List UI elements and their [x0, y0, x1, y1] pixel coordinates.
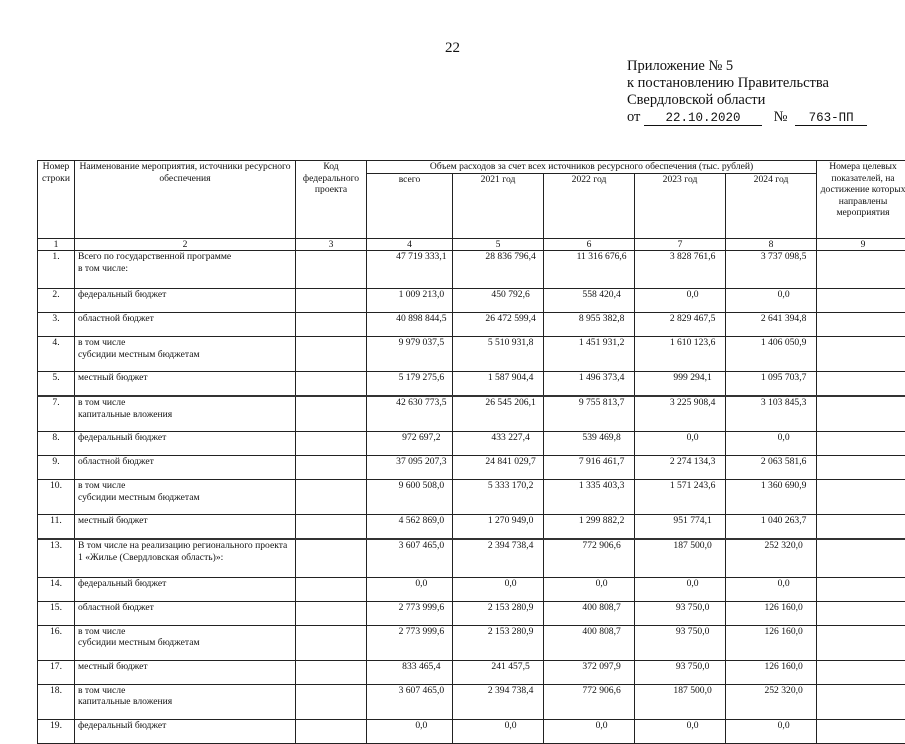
row-2022-cell [544, 719, 635, 743]
row-2024-cell [726, 337, 817, 372]
row-number-cell: 7. [38, 396, 75, 432]
row-total-cell [367, 456, 453, 480]
header-year-2024: 2024 год [726, 173, 817, 238]
row-2023-cell [635, 289, 726, 313]
row-2022-cell [544, 432, 635, 456]
column-number: 1 [38, 238, 75, 251]
row-2022-cell [544, 660, 635, 684]
row-2023-cell [635, 577, 726, 601]
row-number-cell: 9. [38, 456, 75, 480]
table-row [38, 719, 905, 743]
value-text: 1 299 882,2 [572, 515, 631, 527]
header-year-2023: 2023 год [635, 173, 726, 238]
row-2024-cell [726, 313, 817, 337]
value-text: 241 457,5 [481, 661, 540, 673]
row-number-cell: 18. [38, 684, 75, 719]
row-2023-cell [635, 396, 726, 432]
row-code-cell [296, 372, 367, 397]
row-number-cell: 19. [38, 719, 75, 743]
row-number-cell: 14. [38, 577, 75, 601]
table-row [38, 456, 905, 480]
value-text: 772 906,6 [572, 685, 631, 697]
row-total-cell [367, 313, 453, 337]
header-project-code: Код федерального проекта [296, 161, 367, 239]
row-2023-cell [635, 601, 726, 625]
row-2024-cell [726, 660, 817, 684]
row-total-cell [367, 601, 453, 625]
value-text: 2 641 394,8 [754, 313, 813, 325]
column-number: 3 [296, 238, 367, 251]
row-number-cell: 11. [38, 515, 75, 540]
value-text: 126 160,0 [754, 602, 813, 614]
row-total-cell [367, 480, 453, 515]
table-row [38, 289, 905, 313]
value-text: 833 465,4 [394, 661, 449, 673]
appendix-resolution-line: к постановлению Правительства [627, 75, 897, 92]
table-row [38, 539, 905, 577]
value-text: 93 750,0 [663, 661, 722, 673]
value-text: 3 103 845,3 [754, 397, 813, 409]
resolution-number: 763-ПП [795, 111, 867, 126]
row-2022-cell [544, 577, 635, 601]
row-targets-cell [817, 684, 905, 719]
value-text: 126 160,0 [754, 626, 813, 638]
row-code-cell [296, 337, 367, 372]
table-row [38, 660, 905, 684]
value-text: 9 979 037,5 [394, 337, 449, 349]
row-targets-cell [817, 372, 905, 397]
table-header [38, 161, 905, 251]
row-2023-cell [635, 684, 726, 719]
row-2022-cell [544, 684, 635, 719]
row-code-cell [296, 625, 367, 660]
row-name-cell: местный бюджет [75, 515, 296, 540]
value-text: 1 095 703,7 [754, 372, 813, 384]
value-text: 4 562 869,0 [394, 515, 449, 527]
budget-table [37, 160, 905, 744]
row-name-cell: в том числе капитальные вложения [75, 684, 296, 719]
value-text: 772 906,6 [572, 540, 631, 552]
row-total-cell [367, 660, 453, 684]
row-name-cell: областной бюджет [75, 456, 296, 480]
value-text: 0,0 [663, 432, 722, 444]
row-total-cell [367, 396, 453, 432]
value-text: 0,0 [572, 578, 631, 590]
table-row [38, 601, 905, 625]
row-2024-cell [726, 601, 817, 625]
value-text: 47 719 333,1 [394, 251, 449, 263]
row-2023-cell [635, 539, 726, 577]
row-2024-cell [726, 396, 817, 432]
row-2023-cell [635, 719, 726, 743]
value-text: 26 472 599,4 [481, 313, 540, 325]
value-text: 5 333 170,2 [481, 480, 540, 492]
row-code-cell [296, 515, 367, 540]
row-2021-cell [453, 625, 544, 660]
row-name-cell: федеральный бюджет [75, 432, 296, 456]
column-number: 9 [817, 238, 905, 251]
row-number-cell: 17. [38, 660, 75, 684]
row-2022-cell [544, 625, 635, 660]
row-total-cell [367, 432, 453, 456]
header-name: Наименование мероприятия, источники ресурсного обеспечения [75, 161, 296, 239]
value-text: 93 750,0 [663, 626, 722, 638]
row-targets-cell [817, 539, 905, 577]
value-text: 28 836 796,4 [481, 251, 540, 263]
value-text: 0,0 [481, 720, 540, 732]
row-2023-cell [635, 313, 726, 337]
row-code-cell [296, 719, 367, 743]
row-code-cell [296, 684, 367, 719]
table-row [38, 372, 905, 397]
row-2022-cell [544, 372, 635, 397]
row-2021-cell [453, 251, 544, 289]
row-2022-cell [544, 456, 635, 480]
row-name-cell: местный бюджет [75, 660, 296, 684]
value-text: 558 420,4 [572, 289, 631, 301]
from-label: от [627, 109, 640, 125]
table-row [38, 251, 905, 289]
value-text: 450 792,6 [481, 289, 540, 301]
row-code-cell [296, 313, 367, 337]
value-text: 9 600 508,0 [394, 480, 449, 492]
row-2021-cell [453, 719, 544, 743]
row-total-cell [367, 251, 453, 289]
row-2021-cell [453, 660, 544, 684]
value-text: 1 610 123,6 [663, 337, 722, 349]
value-text: 1 451 931,2 [572, 337, 631, 349]
value-text: 0,0 [754, 432, 813, 444]
row-2023-cell [635, 480, 726, 515]
value-text: 0,0 [754, 720, 813, 732]
row-2024-cell [726, 289, 817, 313]
row-2024-cell [726, 577, 817, 601]
resolution-date: 22.10.2020 [644, 111, 762, 126]
value-text: 0,0 [754, 289, 813, 301]
header-target-indicators: Номера целевых показателей, на достижение которых направлены мероприятия [817, 161, 905, 239]
value-text: 126 160,0 [754, 661, 813, 673]
value-text: 24 841 029,7 [481, 456, 540, 468]
value-text: 37 095 207,3 [394, 456, 449, 468]
row-2022-cell [544, 480, 635, 515]
value-text: 3 607 465,0 [394, 685, 449, 697]
row-2024-cell [726, 251, 817, 289]
column-numbers-row [38, 238, 905, 251]
value-text: 0,0 [663, 720, 722, 732]
value-text: 5 510 931,8 [481, 337, 540, 349]
row-2022-cell [544, 289, 635, 313]
row-total-cell [367, 289, 453, 313]
value-text: 1 009 213,0 [394, 289, 449, 301]
value-text: 1 496 373,4 [572, 372, 631, 384]
appendix-header [627, 58, 897, 126]
row-total-cell [367, 539, 453, 577]
row-targets-cell [817, 660, 905, 684]
page-number: 22 [0, 40, 905, 57]
row-number-cell: 16. [38, 625, 75, 660]
row-2023-cell [635, 660, 726, 684]
row-targets-cell [817, 480, 905, 515]
value-text: 951 774,1 [663, 515, 722, 527]
row-number-cell: 10. [38, 480, 75, 515]
table-row [38, 432, 905, 456]
row-number-cell: 13. [38, 539, 75, 577]
row-total-cell [367, 577, 453, 601]
row-2022-cell [544, 337, 635, 372]
row-name-cell: областной бюджет [75, 601, 296, 625]
row-2022-cell [544, 539, 635, 577]
value-text: 40 898 844,5 [394, 313, 449, 325]
row-2024-cell [726, 515, 817, 540]
column-number: 8 [726, 238, 817, 251]
table-row [38, 684, 905, 719]
row-2024-cell [726, 539, 817, 577]
value-text: 26 545 206,1 [481, 397, 540, 409]
row-code-cell [296, 396, 367, 432]
value-text: 2 773 999,6 [394, 602, 449, 614]
table-row [38, 396, 905, 432]
value-text: 2 153 280,9 [481, 626, 540, 638]
header-year-2021: 2021 год [453, 173, 544, 238]
value-text: 7 916 461,7 [572, 456, 631, 468]
row-2021-cell [453, 456, 544, 480]
row-2023-cell [635, 337, 726, 372]
row-name-cell: в том числе субсидии местным бюджетам [75, 480, 296, 515]
row-number-cell: 8. [38, 432, 75, 456]
row-targets-cell [817, 289, 905, 313]
row-code-cell [296, 539, 367, 577]
row-2023-cell [635, 432, 726, 456]
row-2021-cell [453, 396, 544, 432]
value-text: 0,0 [394, 720, 449, 732]
row-targets-cell [817, 432, 905, 456]
row-targets-cell [817, 396, 905, 432]
row-2021-cell [453, 480, 544, 515]
value-text: 972 697,2 [394, 432, 449, 444]
value-text: 5 179 275,6 [394, 372, 449, 384]
row-code-cell [296, 601, 367, 625]
value-text: 1 335 403,3 [572, 480, 631, 492]
row-targets-cell [817, 251, 905, 289]
value-text: 11 316 676,6 [572, 251, 631, 263]
table-row [38, 515, 905, 540]
row-name-cell: В том числе на реализацию регионального проекта 1 «Жилье (Свердловская область)»: [75, 539, 296, 577]
row-code-cell [296, 432, 367, 456]
value-text: 2 829 467,5 [663, 313, 722, 325]
column-number: 7 [635, 238, 726, 251]
value-text: 372 097,9 [572, 661, 631, 673]
header-row-number: Номер строки [38, 161, 75, 239]
table-row [38, 625, 905, 660]
value-text: 42 630 773,5 [394, 397, 449, 409]
value-text: 3 737 098,5 [754, 251, 813, 263]
row-2021-cell [453, 515, 544, 540]
row-targets-cell [817, 515, 905, 540]
value-text: 999 294,1 [663, 372, 722, 384]
row-code-cell [296, 660, 367, 684]
row-2023-cell [635, 625, 726, 660]
value-text: 187 500,0 [663, 540, 722, 552]
row-number-cell: 2. [38, 289, 75, 313]
row-2024-cell [726, 719, 817, 743]
row-name-cell: в том числе субсидии местным бюджетам [75, 625, 296, 660]
row-code-cell [296, 577, 367, 601]
row-2021-cell [453, 337, 544, 372]
value-text: 400 808,7 [572, 602, 631, 614]
row-name-cell: федеральный бюджет [75, 289, 296, 313]
row-2024-cell [726, 480, 817, 515]
value-text: 400 808,7 [572, 626, 631, 638]
row-name-cell: федеральный бюджет [75, 577, 296, 601]
row-targets-cell [817, 337, 905, 372]
value-text: 1 406 050,9 [754, 337, 813, 349]
column-number: 2 [75, 238, 296, 251]
value-text: 2 773 999,6 [394, 626, 449, 638]
appendix-title: Приложение № 5 [627, 58, 897, 75]
value-text: 3 607 465,0 [394, 540, 449, 552]
row-total-cell [367, 515, 453, 540]
table-row [38, 313, 905, 337]
appendix-region-line: Свердловской области [627, 92, 897, 109]
row-2021-cell [453, 684, 544, 719]
row-targets-cell [817, 456, 905, 480]
row-targets-cell [817, 625, 905, 660]
row-name-cell: федеральный бюджет [75, 719, 296, 743]
value-text: 2 063 581,6 [754, 456, 813, 468]
value-text: 252 320,0 [754, 685, 813, 697]
row-2024-cell [726, 684, 817, 719]
row-targets-cell [817, 577, 905, 601]
row-total-cell [367, 625, 453, 660]
value-text: 93 750,0 [663, 602, 722, 614]
value-text: 0,0 [663, 578, 722, 590]
value-text: 1 360 690,9 [754, 480, 813, 492]
row-2022-cell [544, 601, 635, 625]
row-name-cell: в том числе субсидии местным бюджетам [75, 337, 296, 372]
row-code-cell [296, 456, 367, 480]
value-text: 433 227,4 [481, 432, 540, 444]
row-2023-cell [635, 515, 726, 540]
row-total-cell [367, 372, 453, 397]
row-2022-cell [544, 313, 635, 337]
row-2021-cell [453, 601, 544, 625]
value-text: 1 587 904,4 [481, 372, 540, 384]
column-number: 5 [453, 238, 544, 251]
row-2021-cell [453, 313, 544, 337]
row-2024-cell [726, 456, 817, 480]
row-targets-cell [817, 313, 905, 337]
value-text: 0,0 [754, 578, 813, 590]
value-text: 1 040 263,7 [754, 515, 813, 527]
row-2024-cell [726, 432, 817, 456]
row-number-cell: 1. [38, 251, 75, 289]
header-total: всего [367, 173, 453, 238]
row-name-cell: в том числе капитальные вложения [75, 396, 296, 432]
column-number: 6 [544, 238, 635, 251]
value-text: 1 270 949,0 [481, 515, 540, 527]
value-text: 539 469,8 [572, 432, 631, 444]
value-text: 9 755 813,7 [572, 397, 631, 409]
table-row [38, 337, 905, 372]
value-text: 2 394 738,4 [481, 685, 540, 697]
row-number-cell: 5. [38, 372, 75, 397]
row-2023-cell [635, 456, 726, 480]
header-expenses-group: Объем расходов за счет всех источников ресурсного обеспечения (тыс. рублей) [367, 161, 817, 174]
appendix-date-line [627, 109, 897, 126]
number-label: № [774, 109, 788, 125]
row-number-cell: 3. [38, 313, 75, 337]
row-2021-cell [453, 372, 544, 397]
column-number: 4 [367, 238, 453, 251]
row-code-cell [296, 251, 367, 289]
value-text: 2 153 280,9 [481, 602, 540, 614]
row-2022-cell [544, 515, 635, 540]
row-2021-cell [453, 539, 544, 577]
row-2022-cell [544, 396, 635, 432]
table-row [38, 480, 905, 515]
row-name-cell: местный бюджет [75, 372, 296, 397]
value-text: 187 500,0 [663, 685, 722, 697]
row-2024-cell [726, 625, 817, 660]
row-number-cell: 15. [38, 601, 75, 625]
row-code-cell [296, 480, 367, 515]
row-2023-cell [635, 372, 726, 397]
row-2021-cell [453, 577, 544, 601]
row-2023-cell [635, 251, 726, 289]
row-name-cell: Всего по государственной программе в том числе: [75, 251, 296, 289]
value-text: 2 394 738,4 [481, 540, 540, 552]
row-2021-cell [453, 289, 544, 313]
value-text: 0,0 [481, 578, 540, 590]
value-text: 8 955 382,8 [572, 313, 631, 325]
row-name-cell: областной бюджет [75, 313, 296, 337]
value-text: 0,0 [663, 289, 722, 301]
row-total-cell [367, 337, 453, 372]
value-text: 0,0 [572, 720, 631, 732]
row-code-cell [296, 289, 367, 313]
table-row [38, 577, 905, 601]
table-body [38, 251, 905, 744]
row-total-cell [367, 719, 453, 743]
row-2021-cell [453, 432, 544, 456]
row-number-cell: 4. [38, 337, 75, 372]
value-text: 3 225 908,4 [663, 397, 722, 409]
row-total-cell [367, 684, 453, 719]
value-text: 0,0 [394, 578, 449, 590]
value-text: 252 320,0 [754, 540, 813, 552]
header-year-2022: 2022 год [544, 173, 635, 238]
row-2022-cell [544, 251, 635, 289]
row-targets-cell [817, 601, 905, 625]
value-text: 2 274 134,3 [663, 456, 722, 468]
value-text: 1 571 243,6 [663, 480, 722, 492]
row-2024-cell [726, 372, 817, 397]
row-targets-cell [817, 719, 905, 743]
value-text: 3 828 761,6 [663, 251, 722, 263]
